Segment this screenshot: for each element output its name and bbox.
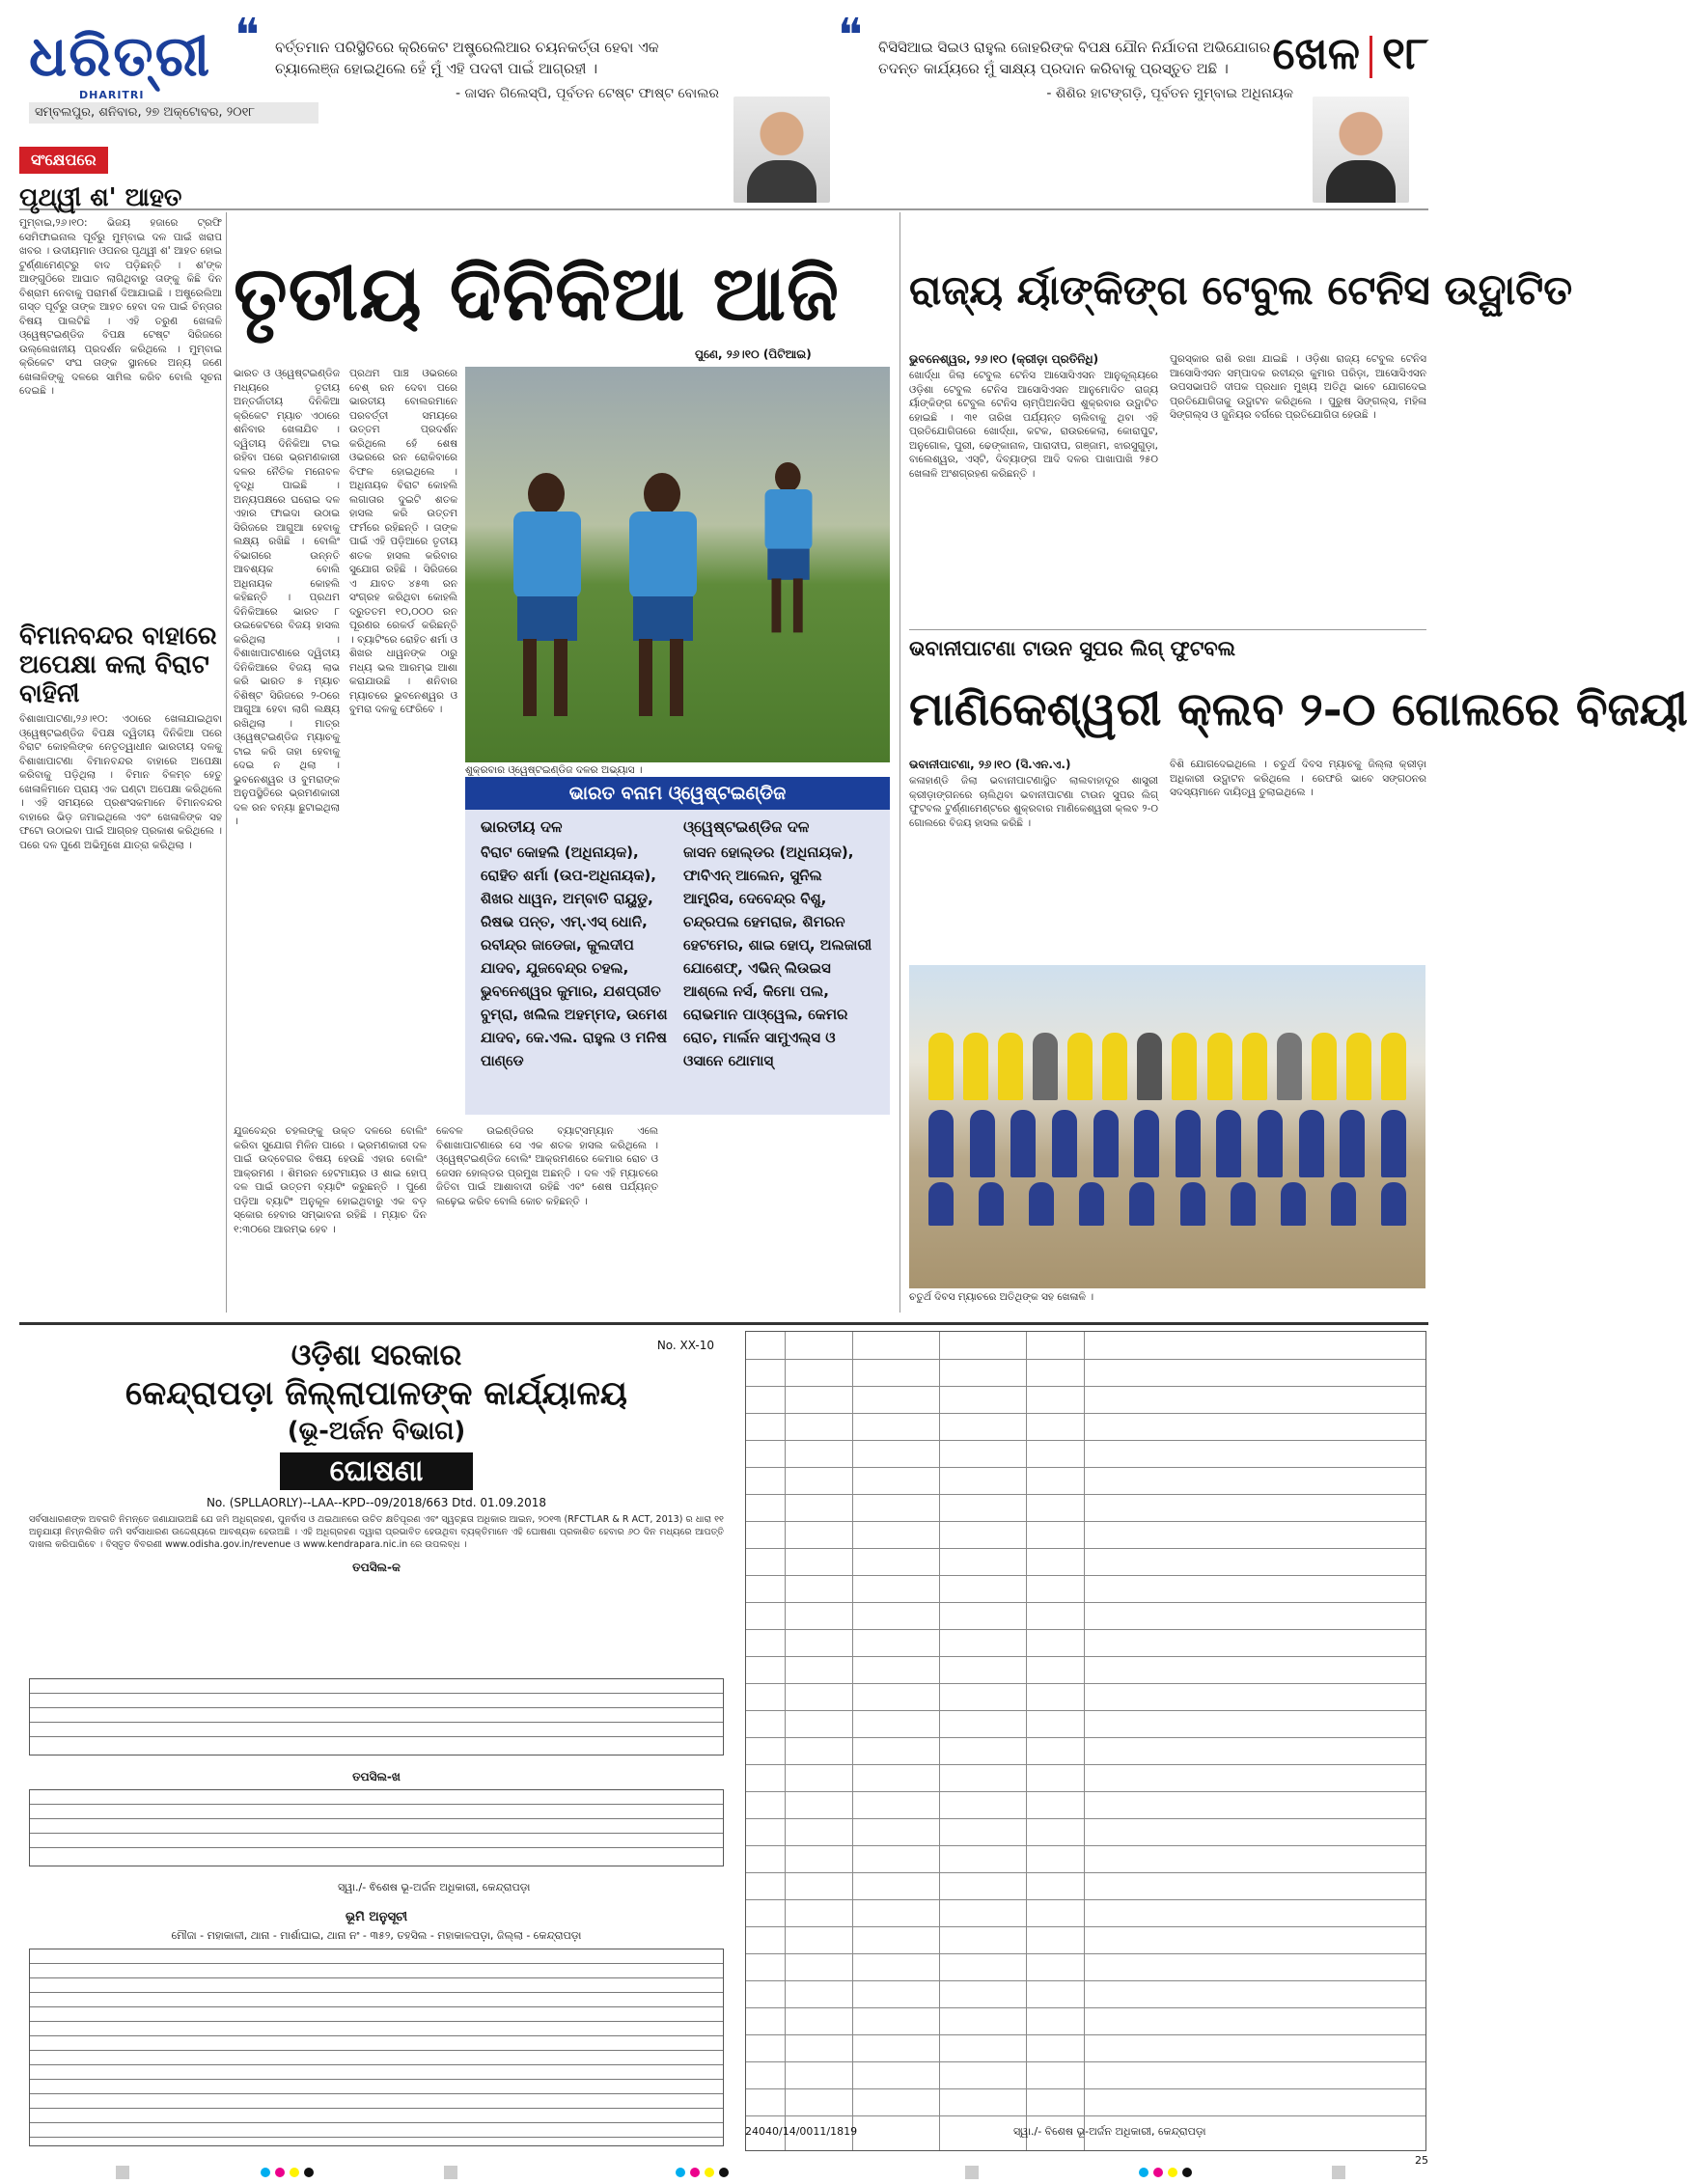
portrait-photo	[733, 97, 830, 203]
black-dot	[1182, 2168, 1192, 2177]
notice-table-row	[746, 1980, 1425, 1981]
tt-dateline: ଭୁବନେଶ୍ୱର, ୨୬।୧୦ (କ୍ରୀଡ଼ା ପ୍ରତିନିଧି)	[909, 352, 1099, 366]
notice-signature-right: ସ୍ୱା./- ବିଶେଷ ଭୂ-ଅର୍ଜନ ଅଧିକାରୀ, କେନ୍ଦ୍ରାପଡ଼ା	[1013, 2125, 1206, 2138]
dateline: ସମ୍ବଲପୁର, ଶନିବାର, ୨୭ ଅକ୍ଟୋବର, ୨୦୧୮	[29, 102, 318, 124]
print-page-number: 25	[1415, 2154, 1428, 2167]
photo-caption: ଚତୁର୍ଥ ଦିବସ ମ୍ୟାଚରେ ଅତିଥିଙ୍କ ସହ ଖେଳାଳି ।	[909, 1291, 1094, 1303]
football-column: ବିଶି ଯୋଗଦେଇଥିଲେ । ଚତୁର୍ଥ ଦିବସ ମ୍ୟାଚକୁ ଜିଲ୍ଲା କ୍ରୀଡ଼ା ଅଧିକାରୀ ଉଦ୍ଘାଟନ କରିଥିଲେ । ରେଫରି ଭାବେ ସଙ୍ଗଠନର ସଦସ୍ୟମାନେ ଦାୟିତ୍ୱ ତୁଲାଇଥିଲେ ।	[1170, 759, 1426, 798]
magenta-dot	[690, 2168, 700, 2177]
page-number: ୧୮	[1382, 27, 1428, 79]
quote-hatangadi	[838, 9, 1293, 104]
india-squad-heading: ଭାରତୀୟ ଦଳ	[481, 817, 563, 836]
quote-text: ବିସିସିଆଇ ସିଇଓ ରାହୁଲ ଜୋହରିଙ୍କ ବିପକ୍ଷ ଯୌନ ନିର୍ଯାତନା ଅଭିଯୋଗର ତଦନ୍ତ କାର୍ଯ୍ୟରେ ମୁଁ ସାକ୍ଷ୍ୟ ପ୍ରଦାନ କରିବାକୁ ପ୍ରସ୍ତୁତ ଅଛି ।	[878, 39, 1271, 77]
magenta-dot	[1153, 2168, 1163, 2177]
quote-gillespie	[235, 9, 719, 104]
notice-code: 24040/14/0011/1819	[745, 2125, 858, 2138]
briefs-tag: ସଂକ୍ଷେପରେ	[19, 147, 108, 174]
notice-table-row	[746, 2034, 1425, 2035]
notice-table-row	[746, 1548, 1425, 1549]
notice-table-row	[746, 1764, 1425, 1765]
brief-title[interactable]: ବିମାନବନ୍ଦର ବାହାରେ ଅପେକ୍ଷା କଲା ବିରାଟ ବାହିନୀ	[19, 622, 217, 708]
notice-table-row	[746, 1521, 1425, 1522]
notice-table-col-line	[785, 1332, 786, 2150]
quote-author: - ଶିଶିର ହାଟଙ୍ଗଡ଼ି, ପୂର୍ବତନ ମୁମ୍ବାଇ ଅଧିନାୟକ	[1046, 86, 1293, 101]
notice-table-row	[746, 1872, 1425, 1873]
notice-department: (ଭୂ-ଅର୍ଜନ ବିଭାଗ)	[287, 1417, 466, 1446]
notice-table-row	[746, 1953, 1425, 1954]
notice-table-row	[746, 1683, 1425, 1684]
notice-title: ଘୋଷଣା	[280, 1452, 473, 1490]
notice-table-row	[746, 1629, 1425, 1630]
registration-mark	[965, 2166, 979, 2179]
notice-number: No. XX-10	[656, 1339, 714, 1352]
notice-table-row	[746, 1926, 1425, 1927]
football-headline[interactable]: ମାଣିକେଶ୍ୱରୀ କ୍ଲବ ୨-୦ ଗୋଲରେ ବିଜୟୀ	[909, 682, 1688, 736]
notice-table-col-line	[1026, 1332, 1027, 2150]
notice-signature: ସ୍ୱା./- ଵିଶେଷ ଭୂ-ଅର୍ଜନ ଅଧିକାରୀ, କେନ୍ଦ୍ରାପଡ଼ା	[338, 1881, 531, 1894]
schedule-b-table	[29, 1789, 724, 1866]
schedule-a-table	[29, 1678, 724, 1755]
schedule-a-title: ତପସିଲ-କ	[352, 1561, 401, 1574]
registration-mark	[444, 2166, 457, 2179]
print-registration-bar	[0, 2162, 1448, 2184]
football-column: କଳାହାଣ୍ଡି ଜିଲା ଭବାନୀପାଟଣାସ୍ଥିତ ଲାଲବାହାଦୂର ଶାସ୍ତ୍ରୀ କ୍ରୀଡ଼ାଙ୍ଗନରେ ଚାଲିଥିବା ଭବାନୀପାଟଣା ଟାଉନ ସୁପର ଲିଗ୍ ଫୁଟବଲ ଟୁର୍ଣ୍ଣାମେଣ୍ଟରେ ଶୁକ୍ରବାର ମାଣିକେଶ୍ୱରୀ କ୍ଲବ ୨-୦ ଗୋଲରେ ବିଜୟ ହାସଲ କରିଛି ।	[909, 775, 1158, 829]
column-rule	[226, 212, 227, 1313]
brief-body: ମୁମ୍ବାଇ,୨୬।୧୦: ଭିଜୟ ହଜାରେ ଟ୍ରଫି ସେମିଫାଇନାଲ ପୂର୍ବରୁ ମୁମ୍ବାଇ ଦଳ ପାଇଁ ଖରାପ ଖବର । ଉଦୀୟମାନ ଓପନର ପୃଥ୍ୱୀ ଶ' ଆହତ ହୋଇ ଟୁର୍ଣ୍ଣାମେଣ୍ଟରୁ ବାଦ ପଡ଼ିଛନ୍ତି । ଶ'ଙ୍କ ଆଙ୍ଗୁଠିରେ ଆଘାତ ଲାଗିଥିବାରୁ ତାଙ୍କୁ କିଛି ଦିନ ବିଶ୍ରାମ ନେବାକୁ ପରାମର୍ଶ ଦିଆଯାଇଛି । ଅଷ୍ଟ୍ରେଲିଆ ଗସ୍ତ ପୂର୍ବରୁ ତାଙ୍କ ଆହତ ହେବା ଦଳ ପାଇଁ ଚିନ୍ତାର ବିଷୟ ପାଲଟିଛି । ଏହି ତରୁଣ ଖେଳାଳି ଓ୍ୱେଷ୍ଟଇଣ୍ଡିଜ ବିପକ୍ଷ ଟେଷ୍ଟ ସିରିଜରେ ଉଲ୍ଲେଖନୀୟ ପ୍ରଦର୍ଶନ କରିଥିଲେ । ମୁମ୍ବାଇ କ୍ରିକେଟ ସଂଘ ତାଙ୍କ ସ୍ଥାନରେ ଅନ୍ୟ ଜଣେ ଖେଳାଳିଙ୍କୁ ଦଳରେ ସାମିଲ କରିବ ବୋଲି ସୂଚନା ଦେଇଛି ।	[19, 217, 222, 397]
notice-table-row	[746, 1467, 1425, 1468]
quote-icon: ❝	[838, 9, 863, 63]
wi-squad	[678, 817, 880, 1072]
main-headline[interactable]: ତୃତୀୟ ଦିନିକିଆ ଆଜି	[234, 250, 840, 338]
india-squad-list: ବିରାଟ କୋହଲି (ଅଧିନାୟକ), ରୋହିତ ଶର୍ମା (ଉପ-ଅଧିନାୟକ), ଶିଖର ଧାୱନ, ଅମ୍ବାତି ରାୟୁଡୁ, ରିଷଭ ପନ୍ତ, ଏମ୍.ଏସ୍ ଧୋନି, ରବୀନ୍ଦ୍ର ଜାଡେଜା, କୁଲଦୀପ ଯାଦବ, ଯୁଜବେନ୍ଦ୍ର ଚହଲ, ଭୁବନେଶ୍ୱର କୁମାର, ଯଶପ୍ରୀତ ବୁମ୍ରା, ଖଲିଲ ଅହମ୍ମଦ, ଉମେଶ ଯାଦବ, କେ.ଏଲ. ରାହୁଲ ଓ ମନିଷ ପାଣ୍ଡେ	[481, 843, 668, 1069]
india-squad	[475, 817, 678, 1072]
notice-table-row	[746, 1737, 1425, 1738]
quote-icon: ❝	[235, 9, 260, 63]
player-figure	[620, 473, 706, 724]
brief-body: ବିଶାଖାପାଟଣା,୨୬।୧୦: ଏଠାରେ ଖେଳାଯାଇଥିବା ଓ୍ୱେଷ୍ଟଇଣ୍ଡିଜ ବିପକ୍ଷ ଦ୍ୱିତୀୟ ଦିନିକିଆ ପରେ ବିରାଟ କୋହଲିଙ୍କ ନେତୃତ୍ୱାଧୀନ ଭାରତୀୟ ଦଳକୁ ବିଶାଖାପାଟଣା ବିମାନବନ୍ଦର ବାହାରେ ଅପେକ୍ଷା କରିବାକୁ ପଡ଼ିଥିଲା । ବିମାନ ବିଳମ୍ବ ହେତୁ ଖେଳାଳିମାନେ ପ୍ରାୟ ଏକ ଘଣ୍ଟା ଅପେକ୍ଷା କରିଥିଲେ । ଏହି ସମୟରେ ପ୍ରଶଂସକମାନେ ବିମାନବନ୍ଦର ବାହାରେ ଭିଡ଼ ଜମାଇଥିଲେ ଏବଂ ଖେଳାଳିଙ୍କ ସହ ଫଟୋ ଉଠାଇବା ପାଇଁ ଆଗ୍ରହ ପ୍ରକାଶ କରିଥିଲେ । ପରେ ଦଳ ପୁଣେ ଅଭିମୁଖେ ଯାତ୍ରା କରିଥିଲା ।	[19, 713, 222, 851]
notice-table-row	[746, 1656, 1425, 1657]
black-dot	[719, 2168, 729, 2177]
squad-box	[465, 777, 890, 1115]
quote-author: - ଜାସନ ଗିଲେସ୍ପି, ପୂର୍ବତନ ଟେଷ୍ଟ ଫାଷ୍ଟ ବୋଲର	[456, 86, 719, 101]
story-column: ଯୁଜବେନ୍ଦ୍ର ଚହଲଙ୍କୁ ଉକ୍ତ ଦଳରେ ବୋଲିଂ କରିବା ସୁଯୋଗ ମିଳିନ ପାରେ । ଭ୍ରମଣକାରୀ ଦଳ ପାଇଁ ଉଦ୍ବେଗର ବିଷୟ ହେଉଛି ଏହାର ବୋଲିଂ ଆକ୍ରମଣ । ଶିମରନ ହେଟମାୟର ଓ ଶାଇ ହୋପ୍ ଦଳ ପାଇଁ ଉତ୍ତମ ବ୍ୟାଟିଂ କରୁଛନ୍ତି । ପୁଣେ ପଡ଼ିଆ ବ୍ୟାଟିଂ ଅନୁକୂଳ ହୋଇଥିବାରୁ ଏକ ବଡ଼ ସ୍କୋର ହେବାର ସମ୍ଭାବନା ରହିଛି । ମ୍ୟାଚ ଦିନ ୧:୩୦ରେ ଆରମ୍ଭ ହେବ ।	[234, 1125, 427, 1235]
magenta-dot	[275, 2168, 285, 2177]
cyan-dot	[676, 2168, 685, 2177]
football-kicker: ଭବାନୀପାଟଣା ଟାଉନ ସୁପର ଲିଗ୍ ଫୁଟବଲ	[909, 637, 1235, 660]
registration-mark	[116, 2166, 129, 2179]
masthead	[19, 9, 1428, 120]
squad-title: ଭାରତ ବନାମ ଓ୍ୱେଷ୍ଟଇଣ୍ଡିଜ	[465, 777, 890, 810]
schedule-title: ଭୂମି ଅନୁସୂଚୀ	[345, 1910, 408, 1924]
player-figure	[504, 473, 591, 724]
notice-table-row	[746, 2007, 1425, 2008]
notice-table-row	[746, 1413, 1425, 1414]
notice-table-col-line	[852, 1332, 853, 2150]
mouza-line: ମୌଜା - ମହାକାଳୀ, ଥାନା - ମାର୍ଶାଘାଇ, ଥାନା ନଂ - ୩୫୨, ତହସିଲ - ମହାକାଳପଡ଼ା, ଜିଲ୍ଲା - କେନ୍ଦ୍ରାପଡ଼ା	[171, 1929, 582, 1942]
notice-table-row	[746, 1359, 1425, 1360]
black-dot	[304, 2168, 314, 2177]
land-schedule-table	[29, 1949, 724, 2146]
story-rule	[909, 629, 1426, 630]
section-header	[1272, 27, 1428, 81]
column-rule	[899, 212, 900, 1313]
notice-table-row	[746, 1602, 1425, 1603]
yellow-dot	[705, 2168, 714, 2177]
tt-column: ଖୋର୍ଦ୍ଧା ଜିଲା ଟେବୁଲ ଟେନିସ ଆସୋସିଏସନ ଆନୁକୂଲ୍ୟରେ ଓଡ଼ିଶା ଟେବୁଲ ଟେନିସ ଆସୋସିଏସନ ଆନୁମୋଦିତ ରାଜ୍ୟ ର୍ୟାଙ୍କିଙ୍ଗ ଟେବୁଲ ଟେନିସ ଚାମ୍ପିଅନସିପ ଶୁକ୍ରବାର ଉଦ୍ଘାଟିତ ହୋଇଛି । ୩୧ ତାରିଖ ପର୍ଯ୍ୟନ୍ତ ଚାଲିବାକୁ ଥିବା ଏହି ପ୍ରତିଯୋଗିତାରେ ଖୋର୍ଦ୍ଧା, କଟକ, ରାଉରକେଲା, କୋରାପୁଟ, ଅନୁଗୋଳ, ପୁରୀ, ଢେଙ୍କାନାଳ, ପାରାଦୀପ, ଗଞ୍ଜାମ, ଝାରସୁଗୁଡ଼ା, ବାଲେଶ୍ୱର, ଏସ୍‌ଟି, ଦିବ୍ୟାଙ୍ଗ ଆଦି ଦଳର ପାଖାପାଖି ୨୫୦ ଖେଳାଳି ଅଂଶଗ୍ରହଣ କରିଛନ୍ତି ।	[909, 370, 1158, 480]
notice-table-row	[746, 1575, 1425, 1576]
notice-body: ସର୍ବସାଧାରଣଙ୍କ ଅବଗତି ନିମନ୍ତେ ଜଣାଯାଉଅଛି ଯେ ଜମି ଅଧିଗ୍ରହଣ, ପୁନର୍ବାସ ଓ ଥଇଥାନରେ ଉଚିତ କ୍ଷତିପୂରଣ ଏବଂ ସ୍ୱଚ୍ଛତା ଅଧିକାର ଆଇନ, ୨୦୧୩ (RFCTLAR & R ACT, 2013) ର ଧାରା ୧୧ ଅନୁଯାୟୀ ନିମ୍ନଲିଖିତ ଜମି ସର୍ବସାଧାରଣ ଉଦ୍ଦେଶ୍ୟରେ ଆବଶ୍ୟକ ହେଉଅଛି । ଏହି ଅଧିଗ୍ରହଣ ଦ୍ୱାରା ପ୍ରଭାବିତ ହେଉଥିବା ବ୍ୟକ୍ତିମାନେ ଏହି ଘୋଷଣା ପ୍ରକାଶିତ ହେବାର ୬୦ ଦିନ ମଧ୍ୟରେ ଆପତ୍ତି ଦାଖଲ କରିପାରିବେ । ବିସ୍ତୃତ ବିବରଣୀ www.odisha.gov.in/revenue ଓ www.kendrapara.nic.in ରେ ଉପଲବ୍ଧ ।	[29, 1514, 724, 1550]
notice-table-row	[746, 1386, 1425, 1387]
football-team-photo	[909, 965, 1425, 1288]
story-column: ଭାରତ ଓ ଓ୍ୱେଷ୍ଟଇଣ୍ଡିଜ ମଧ୍ୟରେ ତୃତୀୟ ଅନ୍ତର୍ଜାତୀୟ ଦିନିକିଆ କ୍ରିକେଟ ମ୍ୟାଚ ଏଠାରେ ଶନିବାର ଖେଳାଯିବ । ଦ୍ୱିତୀୟ ଦିନିକିଆ ଟାଇ ରହିବା ପରେ ଭ୍ରମଣକାରୀ ଦଳର ନୈତିକ ମନୋବଳ ବୃଦ୍ଧି ପାଇଛି । ଅନ୍ୟପକ୍ଷରେ ଘରୋଇ ଦଳ ଏହାର ଫାଇଦା ଉଠାଇ ସିରିଜରେ ଆଗୁଆ ହେବାକୁ ଲକ୍ଷ୍ୟ ରଖିଛି । ବୋଲିଂ ବିଭାଗରେ ଉନ୍ନତି ଆବଶ୍ୟକ ବୋଲି ଅଧିନାୟକ କୋହଲି କହିଛନ୍ତି । ପ୍ରଥମ ଦିନିକିଆରେ ଭାରତ ୮ ଉଇକେଟରେ ବିଜୟ ହାସଲ କରିଥିଲା । ବିଶାଖାପାଟଣାରେ ଦ୍ୱିତୀୟ ଦିନିକିଆରେ ବିଜୟ ଲାଭ କରି ଭାରତ ୫ ମ୍ୟାଚ ବିଶିଷ୍ଟ ସିରିଜରେ ୨-୦ରେ ଆଗୁଆ ହେବା ଲାଗି ଲକ୍ଷ୍ୟ ରଖିଥିଲା । ମାତ୍ର ଓ୍ୱେଷ୍ଟଇଣ୍ଡିଜ ମ୍ୟାଚକୁ ଟାଇ କରି ତାହା ହେବାକୁ ଦେଇ ନ ଥିଲା । ଭୁବନେଶ୍ୱର ଓ ବୁମରାଙ୍କ ଅନୁପସ୍ଥିତିରେ ଭ୍ରମଣକାରୀ ଦଳ ରନ ବନ୍ୟା ଛୁଟାଇଥିଲା ।	[234, 368, 340, 827]
team-seated-row	[928, 1182, 1406, 1226]
notice-table-row	[746, 2115, 1425, 2116]
notice-table-row	[746, 1494, 1425, 1495]
newspaper-logo[interactable]: ଧରିତ୍ରୀ	[29, 23, 212, 89]
section-divider	[1370, 36, 1372, 78]
header-rule	[19, 208, 1428, 210]
team-front-row	[928, 1110, 1406, 1177]
yellow-dot	[1168, 2168, 1177, 2177]
section-name: ଖେଳ	[1272, 27, 1361, 79]
portrait-suit	[1326, 160, 1396, 203]
quote-text: ବର୍ତ୍ତମାନ ପରିସ୍ଥିତିରେ କ୍ରିକେଟ ଅଷ୍ଟ୍ରେଲିଆର ଚୟନକର୍ତ୍ତା ହେବା ଏକ ଚ୍ୟାଲେଞ୍ଜ ହୋଇଥିଲେ ହେଁ ମୁଁ ଏହି ପଦବୀ ପାଇଁ ଆଗ୍ରହୀ ।	[275, 39, 659, 77]
notice-table-col-line	[939, 1332, 940, 2150]
notice-table-row	[746, 1845, 1425, 1846]
notice-office: କେନ୍ଦ୍ରାପଡ଼ା ଜିଲ୍ଲାପାଳଙ୍କ କାର୍ଯ୍ୟାଳୟ	[125, 1374, 627, 1413]
tt-headline[interactable]: ରାଜ୍ୟ ର୍ୟାଙ୍କିଙ୍ଗ ଟେବୁଲ ଟେନିସ ଉଦ୍ଘାଟିତ	[909, 266, 1573, 314]
notice-table-row	[746, 1818, 1425, 1819]
notice-reference: No. (SPLLAORLY)--LAA--KPD--09/2018/663 Dtd. 01.09.2018	[206, 1496, 547, 1509]
registration-mark	[1332, 2166, 1345, 2179]
cricket-practice-photo	[465, 367, 890, 762]
tt-column: ପୁରସ୍କାର ରାଶି ରଖା ଯାଇଛି । ଓଡ଼ିଶା ରାଜ୍ୟ ଟେବୁଲ ଟେନିସ ଆସୋସିଏସନ ସମ୍ପାଦକ ରବୀନ୍ଦ୍ର କୁମାର ପରିଡ଼ା, ଆସୋସିଏସନ ଉପସଭାପତି ଦୀପକ ପ୍ରଧାନ ମୁଖ୍ୟ ଅତିଥି ଭାବେ ଯୋଗଦେଇ ପ୍ରତିଯୋଗିତାକୁ ଉଦ୍ଘାଟନ କରିଥିଲେ । ପୁରୁଷ ସିଙ୍ଗଲ୍ସ, ମହିଳା ସିଙ୍ଗଲ୍ସ ଓ ଜୁନିୟର ବର୍ଗରେ ପ୍ରତିଯୋଗିତା ହେଉଛି ।	[1170, 353, 1426, 421]
notice-right-table	[745, 1331, 1426, 2151]
notice-government: ଓଡ଼ିଶା ସରକାର	[291, 1339, 462, 1372]
wi-squad-list: ଜାସନ ହୋଲ୍ଡର (ଅଧିନାୟକ), ଫାବିଏନ୍ ଆଲେନ, ସୁନିଲ ଆମ୍ବ୍ରିସ, ଦେବେନ୍ଦ୍ର ବିଶୁ, ଚନ୍ଦ୍ରପଲ ହେମରାଜ, ଶିମରନ ହେଟମେର, ଶାଇ ହୋପ୍, ଅଲଜାରୀ ଯୋଶେଫ୍, ଏଭିନ୍ ଲିଉଇସ ଆଶ୍ଲେ ନର୍ସ, କିମୋ ପଲ, ରୋଭମାନ ପାଓ୍ୱେଲ, କେମର ରୋଚ, ମାର୍ଲନ ସାମୁଏଲ୍ସ ଓ ଓସାନେ ଥୋମାସ୍	[683, 843, 872, 1069]
cyan-dot	[1139, 2168, 1148, 2177]
story-dateline: ପୁଣେ, ୨୬।୧୦ (ପିଟିଆଇ)	[695, 347, 812, 361]
notice-table-row	[746, 1791, 1425, 1792]
football-dateline: ଭବାନୀପାଟଣା, ୨୬।୧୦ (ସି.ଏନ.ଏ.)	[909, 758, 1071, 771]
portrait-photo	[1313, 97, 1409, 203]
notice-left-panel	[19, 1331, 733, 2151]
notice-table-row	[746, 1710, 1425, 1711]
brief-title[interactable]: ପୃଥ୍ୱୀ ଶ' ଆହତ	[19, 183, 182, 212]
portrait-suit	[747, 160, 816, 203]
notice-table-row	[746, 2088, 1425, 2089]
notice-table-row	[746, 2061, 1425, 2062]
player-figure	[759, 462, 819, 638]
yellow-dot	[290, 2168, 299, 2177]
squad-columns	[465, 810, 890, 1080]
story-column: ପ୍ରଥମ ପାଞ୍ଚ ଓଭରରେ ବେଶ୍ ରନ ଦେବା ପରେ ଭାରତୀୟ ବୋଲରମାନେ ପରବର୍ତ୍ତୀ ସମୟରେ ଉତ୍ତମ ପ୍ରଦର୍ଶନ କରିଥିଲେ ହେଁ ଶେଷ ଓଭରରେ ରନ ରୋକିବାରେ ବିଫଳ ହୋଇଥିଲେ । ଅଧିନାୟକ ବିରାଟ କୋହଲି ଲଗାତାର ଦୁଇଟି ଶତକ ହାସଲ କରି ଉତ୍ତମ ଫର୍ମରେ ରହିଛନ୍ତି । ତାଙ୍କ ପାଇଁ ଏହି ପଡ଼ିଆରେ ତୃତୀୟ ଶତକ ହାସଲ କରିବାର ସୁଯୋଗ ରହିଛି । ସିରିଜରେ ଏ ଯାବତ ୪୫୩ ରନ ସଂଗ୍ରହ କରିଥିବା କୋହଲି ଦ୍ରୁତତମ ୧୦,୦୦୦ ରନ ପୂରଣର ରେକର୍ଡ କରିଛନ୍ତି । ବ୍ୟାଟିଂରେ ରୋହିତ ଶର୍ମା ଓ ଶିଖର ଧାୱନଙ୍କ ଠାରୁ ମଧ୍ୟ ଭଲ ଆରମ୍ଭ ଆଶା କରାଯାଉଛି । ଶନିବାର ମ୍ୟାଚରେ ଭୁବନେଶ୍ୱର ଓ ବୁମରା ଦଳକୁ ଫେରିବେ ।	[349, 368, 457, 715]
land-acquisition-notice	[19, 1322, 1428, 2152]
story-column: କେବଳ ଉଇଣ୍ଡିଜର ବ୍ୟାଟ୍ସମ୍ୟାନ ଏଲେ ବିଶାଖାପାଟଣାରେ ସେ ଏକ ଶତକ ହାସଲ କରିଥିଲେ । ଓ୍ୱେଷ୍ଟଇଣ୍ଡିଜ ବୋଲିଂ ଆକ୍ରମଣରେ କେମାର ରୋଚ ଓ ଜେସନ ହୋଲ୍ଡର ପ୍ରମୁଖ ଅଛନ୍ତି । ଦଳ ଏହି ମ୍ୟାଚରେ ଜିତିବା ପାଇଁ ଆଶାବାଦୀ ରହିଛି ଏବଂ ଶେଷ ପର୍ଯ୍ୟନ୍ତ ଲଢ଼େଇ କରିବ ବୋଲି କୋଚ କହିଛନ୍ତି ।	[436, 1125, 658, 1207]
briefs-column	[19, 147, 222, 1291]
notice-table-row	[746, 1440, 1425, 1441]
wi-squad-heading: ଓ୍ୱେଷ୍ଟଇଣ୍ଡିଜ ଦଳ	[683, 817, 810, 836]
cyan-dot	[261, 2168, 270, 2177]
newspaper-logo-sub: DHARITRI	[79, 89, 145, 101]
schedule-b-title: ତପସିଲ-ଖ	[352, 1770, 401, 1783]
newspaper-page	[19, 9, 1688, 2162]
notice-table-col-line	[1084, 1332, 1085, 2150]
photo-caption: ଶୁକ୍ରବାର ଓ୍ୱେଷ୍ଟଇଣ୍ଡିଜ ଦଳର ଅଭ୍ୟାସ ।	[465, 764, 643, 776]
notice-table-row	[746, 1899, 1425, 1900]
team-back-row	[928, 1033, 1406, 1100]
